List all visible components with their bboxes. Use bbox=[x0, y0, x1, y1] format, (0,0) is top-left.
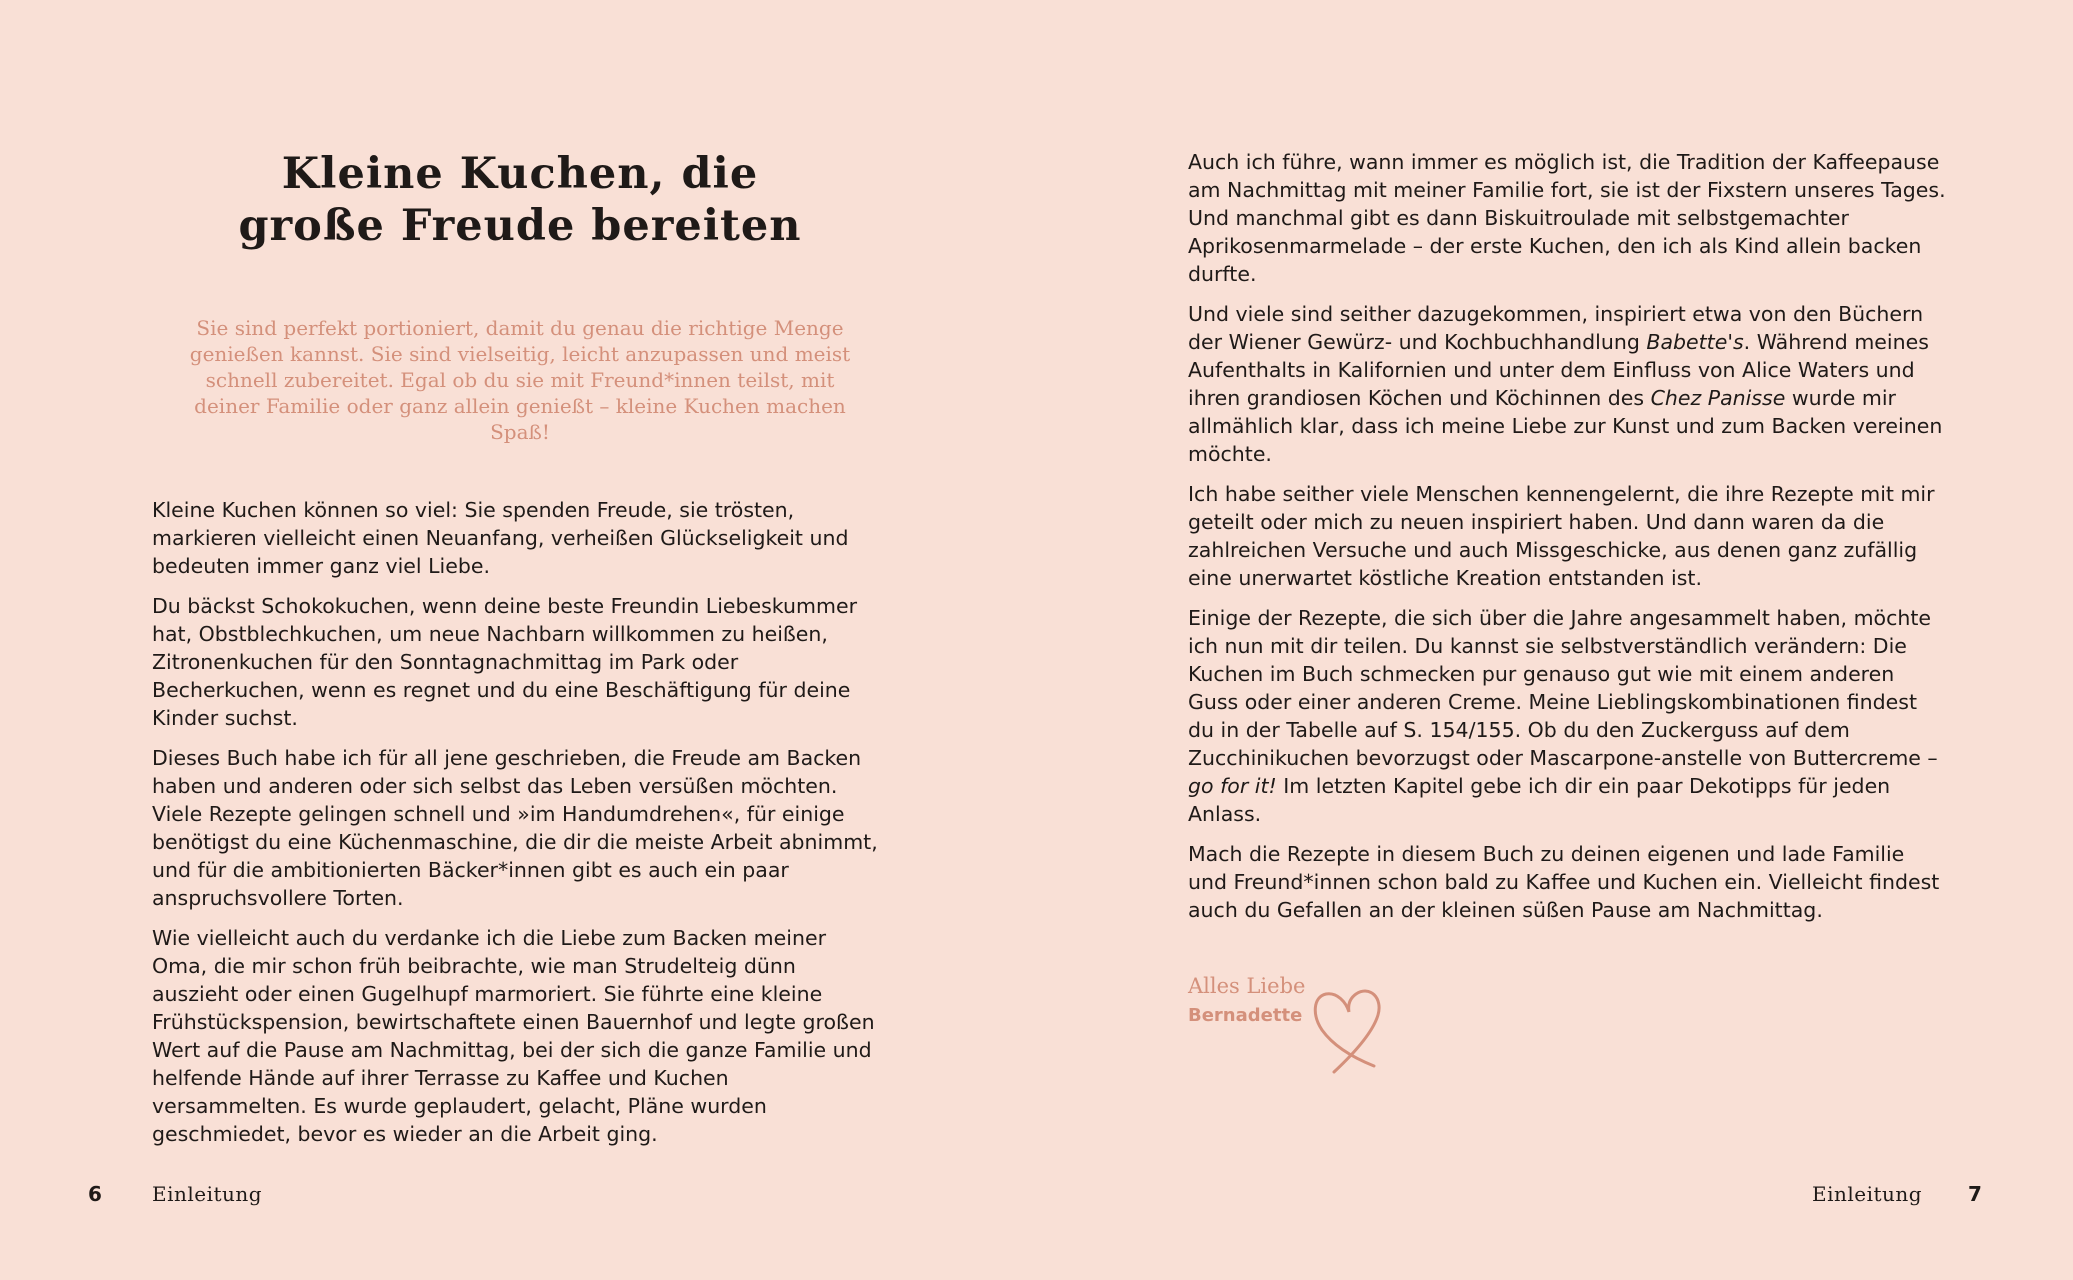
paragraph: Du bäckst Schokokuchen, wenn deine beste Freundin Liebeskummer hat, Obstblechkuchen, um neue Nachbarn willkommen zu heißen, Zitronenkuchen für den Sonntagnachmittag im Park oder Becherkuchen, wenn es regnet und du eine Beschäftigung für deine Kinder suchst. bbox=[152, 594, 858, 730]
paragraph: Kleine Kuchen können so viel: Sie spenden Freude, sie trösten, markieren vielleicht einen Neuanfang, verheißen Glückseligkeit und bedeuten immer ganz viel Liebe. bbox=[152, 498, 849, 578]
heart-icon bbox=[1304, 980, 1394, 1080]
section-label-left: Einleitung bbox=[152, 1182, 263, 1206]
text-segment: Einige der Rezepte, die sich über die Jahre angesammelt haben, möchte ich nun mit dir teilen. Du kannst sie selbstverständlich verändern: Die Kuchen im Buch schmecken pur genauso gut wie mit einem anderen Guss oder einer anderen Creme. Meine Lieblingskombinationen findest du in der Tabelle auf S. 154/155. Ob du den Zuckerguss auf dem Zucchinikuchen bevorzugst oder Mascarpone-anstelle von Buttercreme – bbox=[1188, 606, 1938, 770]
paragraph: Wie vielleicht auch du verdanke ich die Liebe zum Backen meiner Oma, die mir schon früh beibrachte, wie man Strudelteig dünn auszieht oder einen Gugelhupf marmoriert. Sie führte eine kleine Frühstückspension, bewirtschaftete einen Bauernhof und legte großen Wert auf die Pause am Nachmittag, bei der sich die ganze Familie und helfende Hände auf ihrer Terrasse zu Kaffee und Kuchen versammelten. Es wurde geplaudert, gelacht, Pläne wurden geschmiedet, bevor es wieder an die Arbeit ging. bbox=[152, 926, 875, 1146]
left-page bbox=[0, 0, 1036, 1280]
paragraph bbox=[1188, 300, 1948, 468]
text-segment: Im letzten Kapitel gebe ich dir ein paar Dekotipps für jeden Anlass. bbox=[1188, 774, 1891, 826]
paragraph: Ich habe seither viele Menschen kennengelernt, die ihre Rezepte mit mir geteilt oder mich zu neuen inspiriert haben. Und dann waren da die zahlreichen Versuche und auch Missgeschicke, aus denen ganz zufällig eine unerwartet köstliche Kreation entstanden ist. bbox=[1188, 482, 1935, 590]
signature-name: Bernadette bbox=[1188, 1005, 1303, 1026]
paragraph: Mach die Rezepte in diesem Buch zu deinen eigenen und lade Familie und Freund*innen schon bald zu Kaffee und Kuchen ein. Vielleicht findest auch du Gefallen an der kleinen süßen Pause am Nachmittag. bbox=[1188, 842, 1940, 922]
emphasis-text: Babette's bbox=[1646, 330, 1744, 354]
paragraph: Dieses Buch habe ich für all jene geschrieben, die Freude am Backen haben und anderen oder sich selbst das Leben versüßen möchten. Viele Rezepte gelingen schnell und »im Handumdrehen«, für einige benötigst du eine Küchenmaschine, die dir die meiste Arbeit abnimmt, und für die ambitionierten Bäcker*innen gibt es auch ein paar anspruchsvollere Torten. bbox=[152, 746, 878, 910]
page-number-right: 7 bbox=[1968, 1182, 1982, 1206]
section-label-right: Einleitung bbox=[1812, 1182, 1923, 1206]
paragraph: Auch ich führe, wann immer es möglich ist, die Tradition der Kaffeepause am Nachmittag mit meiner Familie fort, sie ist der Fixstern unseres Tages. Und manchmal gibt es dann Biskuitroulade mit selbstgemachter Aprikosenmarmelade – der erste Kuchen, den ich als Kind allein backen durfte. bbox=[1188, 150, 1946, 286]
title-line-1: Kleine Kuchen, die bbox=[281, 149, 759, 199]
emphasis-text: go for it! bbox=[1188, 774, 1277, 798]
text-segment: wurde mir allmählich klar, dass ich meine Liebe zur Kunst und zum Backen vereinen möchte. bbox=[1188, 386, 1943, 466]
text-segment: Und viele sind seither dazugekommen, inspiriert etwa von den Büchern der Wiener Gewürz- und Kochbuchhandlung bbox=[1188, 302, 1924, 354]
page-title bbox=[220, 148, 820, 252]
emphasis-text: Chez Panisse bbox=[1650, 386, 1786, 410]
signature bbox=[1188, 972, 1305, 1030]
right-page bbox=[1036, 0, 2073, 1280]
paragraph bbox=[1188, 604, 1948, 828]
intro-text: Sie sind perfekt portioniert, damit du genau die richtige Menge genießen kannst. Sie sind vielseitig, leicht anzupassen und meist schnell zubereitet. Egal ob du sie mit Freund*innen teilst, mit deiner Familie oder ganz allein genießt – kleine Kuchen machen Spaß! bbox=[189, 316, 851, 444]
page-number-left: 6 bbox=[88, 1182, 102, 1206]
signature-greeting: Alles Liebe bbox=[1188, 974, 1306, 998]
right-body-text bbox=[1188, 148, 1948, 936]
title-line-2: große Freude bereiten bbox=[238, 201, 802, 251]
text-segment: . Während meines Aufenthalts in Kalifornien und unter dem Einfluss von Alice Waters und ihren grandiosen Köchen und Köchinnen des bbox=[1188, 330, 1929, 410]
left-body-text bbox=[152, 496, 882, 1160]
